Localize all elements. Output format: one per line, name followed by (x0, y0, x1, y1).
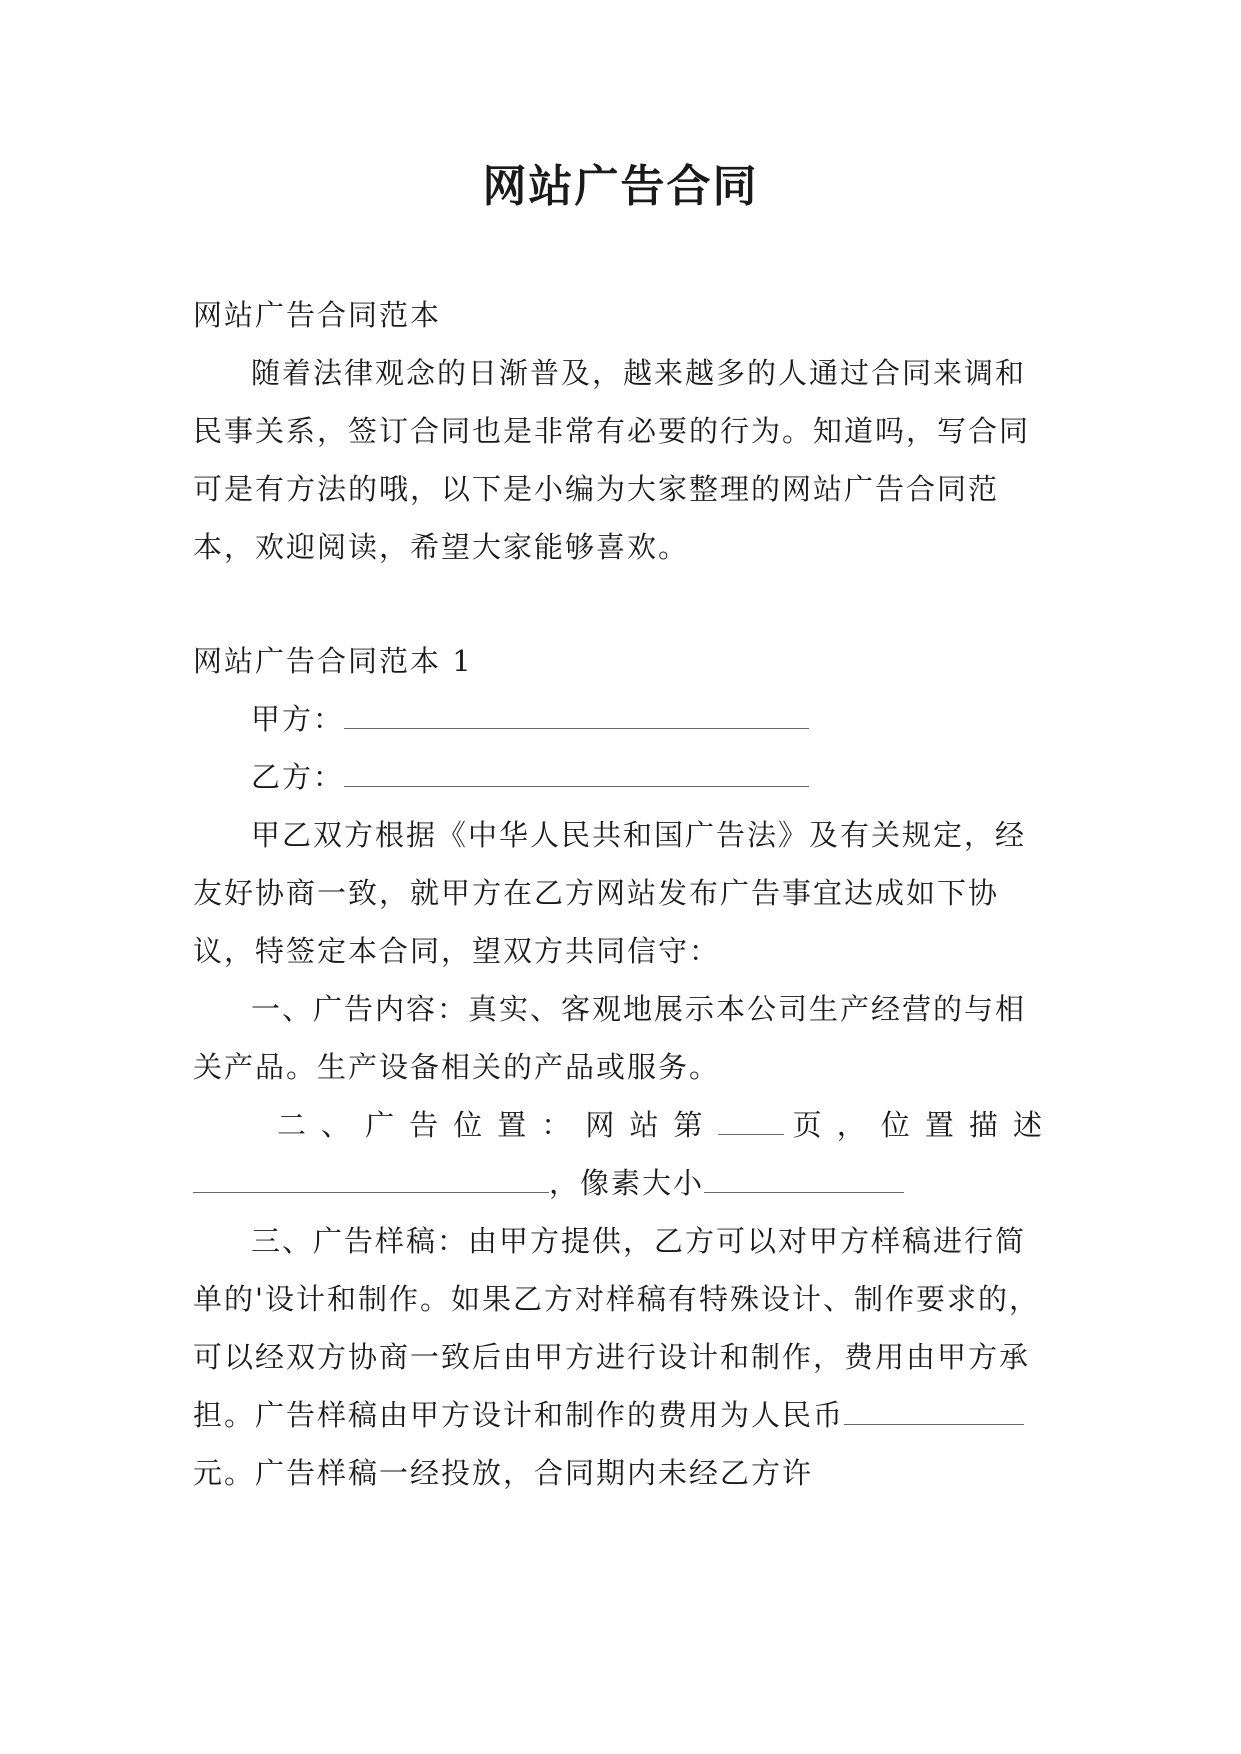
clause-1: 一、广告内容：真实、客观地展示本公司生产经营的与相关产品。生产设备相关的产品或服务。 (193, 992, 1027, 1084)
party-a-blank (344, 706, 809, 729)
location-description-blank (193, 1170, 549, 1193)
party-b-line (193, 748, 1048, 806)
party-a-label: 甲方： (251, 702, 345, 736)
document-title: 网站广告合同 (482, 161, 759, 212)
clause-3 (193, 1212, 1048, 1502)
party-a-line (193, 690, 1048, 748)
clause-2-part-1: 二、广告位置：网站第 (277, 1108, 718, 1142)
intro-paragraph: 随着法律观念的日渐普及，越来越多的人通过合同来调和民事关系，签订合同也是非常有必要的行为。知道吗，写合同可是有方法的哦，以下是小编为大家整理的网站广告合同范本，欢迎阅读，希望大家能够喜欢。 (193, 356, 1031, 564)
clause-3-part-1: 三、广告样稿：由甲方提供，乙方可以对甲方样稿进行简单的'设计和制作。如果乙方对样稿有特殊设计、制作要求的，可以经双方协商一致后由甲方进行设计和制作，费用由甲方承担。广告样稿由甲方设计和制作的费用为人民币 (193, 1224, 1040, 1432)
clause-2-line-1 (193, 1096, 1048, 1154)
party-b-label: 乙方： (251, 760, 345, 794)
fee-blank (844, 1402, 1024, 1425)
pixel-size-blank (704, 1170, 904, 1193)
clause-2-part-2: 页，位置描述 (783, 1108, 1048, 1142)
clause-3-part-2: 元。广告样稿一经投放，合同期内未经乙方许 (193, 1456, 814, 1490)
clause-2-line-2 (193, 1154, 1048, 1212)
party-b-blank (344, 764, 809, 787)
sample-title: 网站广告合同范本 1 (193, 644, 473, 678)
document-body (193, 286, 1048, 1502)
preamble-paragraph: 甲乙双方根据《中华人民共和国广告法》及有关规定，经友好协商一致，就甲方在乙方网站发布广告事宜达成如下协议，特签定本合同，望双方共同信守： (193, 818, 1027, 968)
clause-2-part-3: ，像素大小 (549, 1166, 705, 1200)
document-subtitle: 网站广告合同范本 (193, 298, 442, 332)
clause-2 (193, 1096, 1048, 1212)
page-number-blank (718, 1112, 784, 1135)
